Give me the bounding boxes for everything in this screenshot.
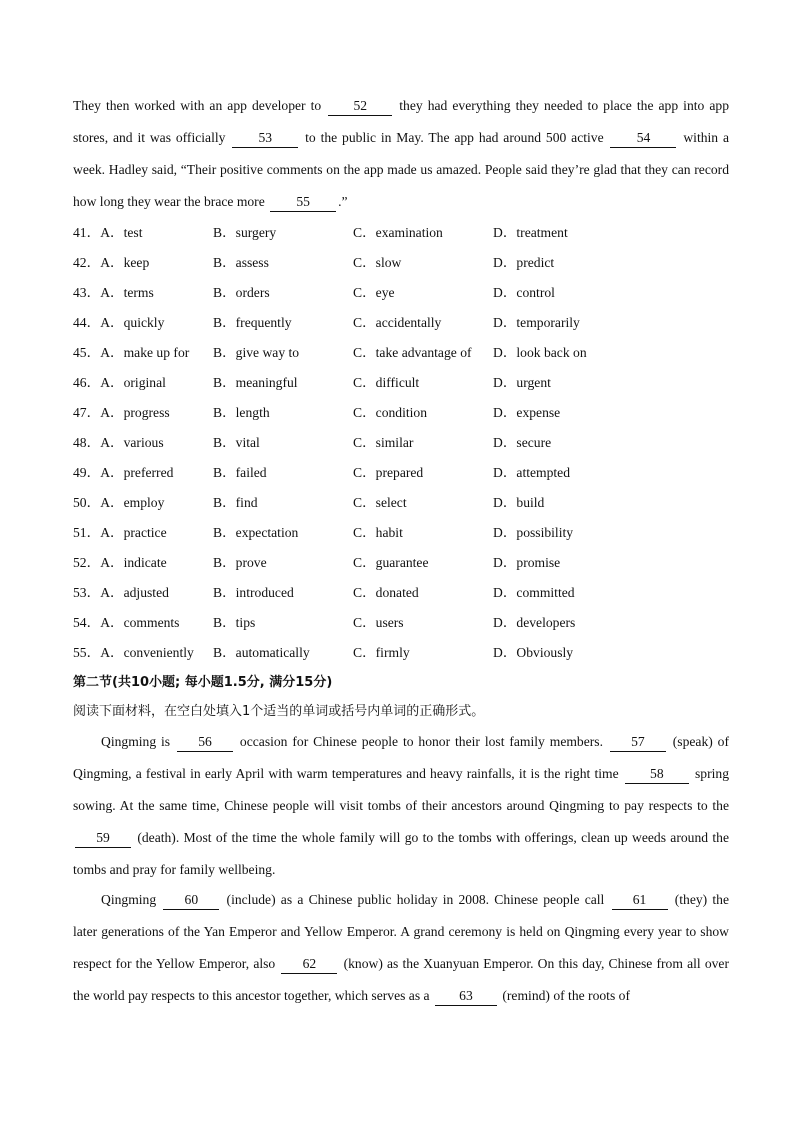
question-number: 49． (73, 465, 101, 480)
question-number: 43． (73, 285, 101, 300)
option-b: B．meaningful (213, 375, 298, 390)
option-row (73, 608, 729, 638)
question-number: 55． (73, 645, 101, 660)
passage-paragraph-3 (73, 884, 729, 1012)
option-d: D．predict (493, 255, 555, 270)
option-c: C．prepared (353, 465, 424, 480)
passage-text: They then worked with an app developer to (73, 98, 322, 113)
option-c: C．guarantee (353, 555, 429, 570)
option-row (73, 578, 729, 608)
option-c: C．firmly (353, 645, 410, 660)
question-number: 48． (73, 435, 101, 450)
option-a: 55．A．conveniently (73, 645, 194, 660)
option-a: 54．A．comments (73, 615, 180, 630)
question-number: 52． (73, 555, 101, 570)
question-number: 45． (73, 345, 101, 360)
option-d: D．expense (493, 405, 561, 420)
option-b: B．vital (213, 435, 260, 450)
blank-58: 58 (625, 765, 689, 784)
option-b: B．introduced (213, 585, 294, 600)
section-heading: 第二节(共10小题; 每小题1.5分, 满分15分) (73, 675, 333, 690)
option-b: B．give way to (213, 345, 300, 360)
option-row (73, 338, 729, 368)
passage-text: (they) the later generations of the Yan Emperor and Yellow Emperor. A grand ceremony is held on Qingming every year to show respect for the Yellow Emperor, also (73, 892, 729, 971)
option-d: D．secure (493, 435, 552, 450)
option-a: 43．A．terms (73, 285, 154, 300)
option-a: 44．A．quickly (73, 315, 165, 330)
blank-57: 57 (610, 733, 666, 752)
passage-paragraph-2 (73, 726, 729, 886)
option-row (73, 248, 729, 278)
option-d: D．attempted (493, 465, 571, 480)
question-number: 46． (73, 375, 101, 390)
option-row (73, 548, 729, 578)
option-b: B．surgery (213, 225, 277, 240)
option-b: B．assess (213, 255, 269, 270)
option-c: C．examination (353, 225, 443, 240)
option-a: 49．A．preferred (73, 465, 174, 480)
option-d: D．urgent (493, 375, 551, 390)
question-number: 41． (73, 225, 101, 240)
option-d: D．possibility (493, 525, 574, 540)
passage-text: within a week. Hadley said, “Their positive comments on the app made us amazed. People said they’re glad that they can record how long they wear the brace more (73, 130, 729, 209)
option-c: C．habit (353, 525, 403, 540)
passage-paragraph-1 (73, 90, 729, 218)
option-d: D．look back on (493, 345, 587, 360)
question-number: 44． (73, 315, 101, 330)
passage-text: to the public in May. The app had around 500 active (305, 130, 604, 145)
option-row (73, 368, 729, 398)
option-c: C．difficult (353, 375, 420, 390)
option-d: D．Obviously (493, 645, 574, 660)
option-a: 41．A．test (73, 225, 143, 240)
blank-61: 61 (612, 891, 668, 910)
blank-55: 55 (270, 193, 336, 212)
blank-62: 62 (281, 955, 337, 974)
option-a: 48．A．various (73, 435, 164, 450)
blank-53: 53 (232, 129, 298, 148)
blank-59: 59 (75, 829, 131, 848)
option-row (73, 488, 729, 518)
option-a: 53．A．adjusted (73, 585, 169, 600)
option-a: 50．A．employ (73, 495, 165, 510)
option-row (73, 638, 729, 668)
passage-text: occasion for Chinese people to honor their lost family members. (239, 734, 603, 749)
passage-text: they had everything they needed to place the app into app stores, and it was officially (73, 98, 729, 145)
blank-63: 63 (435, 987, 497, 1006)
option-c: C．slow (353, 255, 402, 270)
option-b: B．failed (213, 465, 267, 480)
option-c: C．eye (353, 285, 395, 300)
passage-text: Qingming (101, 892, 157, 907)
option-c: C．accidentally (353, 315, 442, 330)
blank-54: 54 (610, 129, 676, 148)
options-list (73, 218, 729, 668)
passage-text: spring sowing. At the same time, Chinese people will visit tombs of their ancestors around Qingming to pay respects to the (73, 766, 729, 813)
option-c: C．take advantage of (353, 345, 472, 360)
option-d: D．promise (493, 555, 561, 570)
option-c: C．select (353, 495, 407, 510)
option-row (73, 278, 729, 308)
option-row (73, 398, 729, 428)
option-c: C．users (353, 615, 404, 630)
option-c: C．similar (353, 435, 414, 450)
passage-text: Qingming is (101, 734, 171, 749)
option-b: B．length (213, 405, 270, 420)
option-d: D．build (493, 495, 545, 510)
option-a: 51．A．practice (73, 525, 167, 540)
option-d: D．temporarily (493, 315, 580, 330)
option-a: 42．A．keep (73, 255, 150, 270)
option-b: B．expectation (213, 525, 299, 540)
option-row (73, 308, 729, 338)
passage-text: (include) as a Chinese public holiday in 2008. Chinese people call (226, 892, 605, 907)
option-d: D．committed (493, 585, 575, 600)
option-c: C．donated (353, 585, 419, 600)
option-a: 47．A．progress (73, 405, 170, 420)
question-number: 54． (73, 615, 101, 630)
passage-text: (death). Most of the time the whole family will go to the tombs with offerings, clean up weeds around the tombs and pray for family wellbeing. (73, 830, 729, 877)
option-b: B．find (213, 495, 258, 510)
question-number: 53． (73, 585, 101, 600)
option-row (73, 428, 729, 458)
option-d: D．treatment (493, 225, 568, 240)
question-number: 51． (73, 525, 101, 540)
question-number: 50． (73, 495, 101, 510)
option-b: B．automatically (213, 645, 310, 660)
option-d: D．control (493, 285, 555, 300)
option-a: 45．A．make up for (73, 345, 190, 360)
section-instruction: 阅读下面材料，在空白处填入1个适当的单词或括号内单词的正确形式。 (73, 704, 485, 719)
option-row (73, 218, 729, 248)
option-a: 52．A．indicate (73, 555, 167, 570)
question-number: 42． (73, 255, 101, 270)
passage-text: (remind) of the roots of (502, 988, 630, 1003)
option-b: B．prove (213, 555, 267, 570)
option-b: B．tips (213, 615, 256, 630)
passage-text: (know) as the Xuanyuan Emperor. On this day, Chinese from all over the world pay respects to this ancestor together, which serves as a (73, 956, 729, 1003)
option-d: D．developers (493, 615, 576, 630)
option-b: B．frequently (213, 315, 292, 330)
blank-56: 56 (177, 733, 233, 752)
option-c: C．condition (353, 405, 428, 420)
blank-60: 60 (163, 891, 219, 910)
passage-text: (speak) of Qingming, a festival in early April with warm temperatures and heavy rainfalls, it is the right time (73, 734, 730, 781)
option-row (73, 518, 729, 548)
passage-text: .” (338, 194, 348, 209)
blank-52: 52 (328, 97, 392, 116)
option-b: B．orders (213, 285, 270, 300)
option-a: 46．A．original (73, 375, 166, 390)
question-number: 47． (73, 405, 101, 420)
option-row (73, 458, 729, 488)
